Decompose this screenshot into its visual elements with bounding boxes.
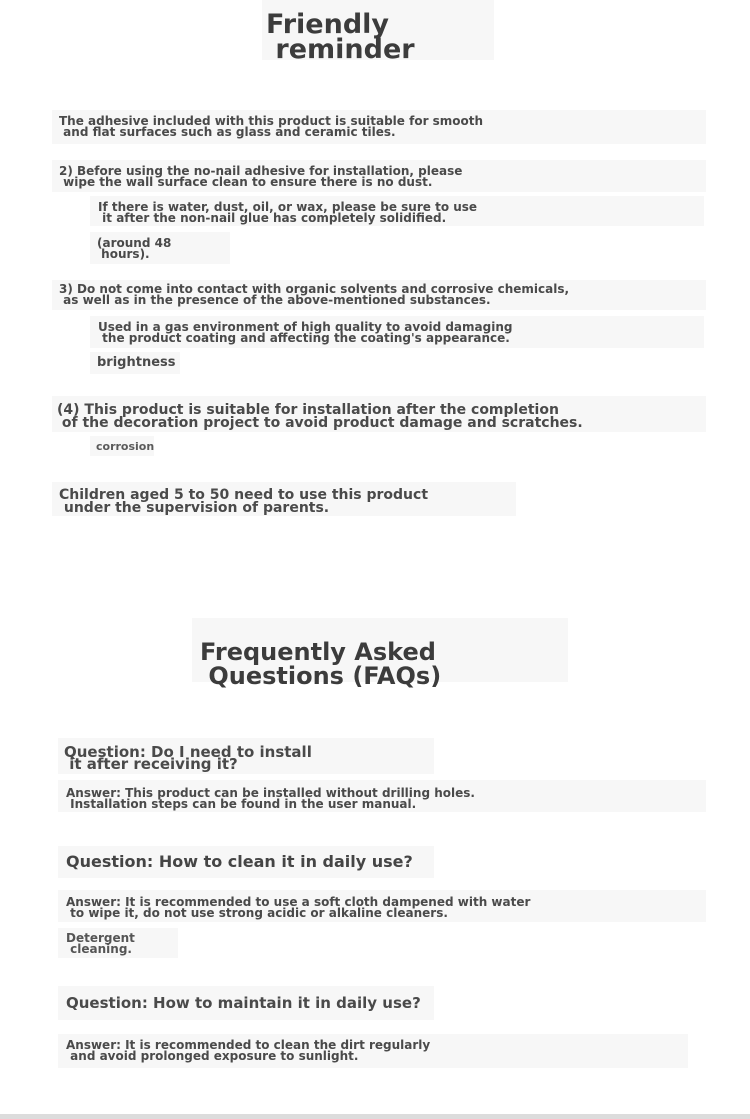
faq-answer: Answer: This product can be installed without drilling holes. Installation steps can be found in the user manual. <box>66 786 475 811</box>
bottom-edge-bar <box>0 1114 750 1119</box>
reminder-item: 2) Before using the no-nail adhesive for installation, please wipe the wall surface clean to ensure there is no dust. <box>59 164 463 189</box>
friendly-reminder-title: Friendly reminder <box>266 9 415 65</box>
faq-answer: Answer: It is recommended to use a soft cloth dampened with water to wipe it, do not use strong acidic or alkaline cleaners. <box>66 895 531 920</box>
reminder-item: If there is water, dust, oil, or wax, please be sure to use it after the non-nail glue has completely solidified. <box>98 200 478 225</box>
reminder-item: (around 48 hours). <box>97 236 172 261</box>
faq-note: Detergent cleaning. <box>66 931 135 956</box>
reminder-item: 3) Do not come into contact with organic solvents and corrosive chemicals, as well as in the presence of the above-mentioned substances. <box>59 282 570 307</box>
reminder-item: The adhesive included with this product is suitable for smooth and flat surfaces such as glass and ceramic tiles. <box>59 114 484 139</box>
reminder-item: Used in a gas environment of high quality to avoid damaging the product coating and affecting the coating's appearance. <box>98 320 513 345</box>
faq-question: Question: How to clean it in daily use? <box>66 852 413 871</box>
faq-title: Frequently Asked Questions (FAQs) <box>200 638 442 690</box>
reminder-item: corrosion <box>96 440 155 453</box>
faq-question: Question: Do I need to install it after receiving it? <box>64 743 312 773</box>
reminder-item: (4) This product is suitable for installation after the completion of the decoration project to avoid product damage and scratches. <box>57 402 583 431</box>
faq-answer: Answer: It is recommended to clean the dirt regularly and avoid prolonged exposure to sunlight. <box>66 1038 431 1063</box>
faq-question: Question: How to maintain it in daily use? <box>66 994 421 1012</box>
reminder-item: brightness <box>97 355 176 370</box>
reminder-item: Children aged 5 to 50 need to use this product under the supervision of parents. <box>59 487 429 516</box>
